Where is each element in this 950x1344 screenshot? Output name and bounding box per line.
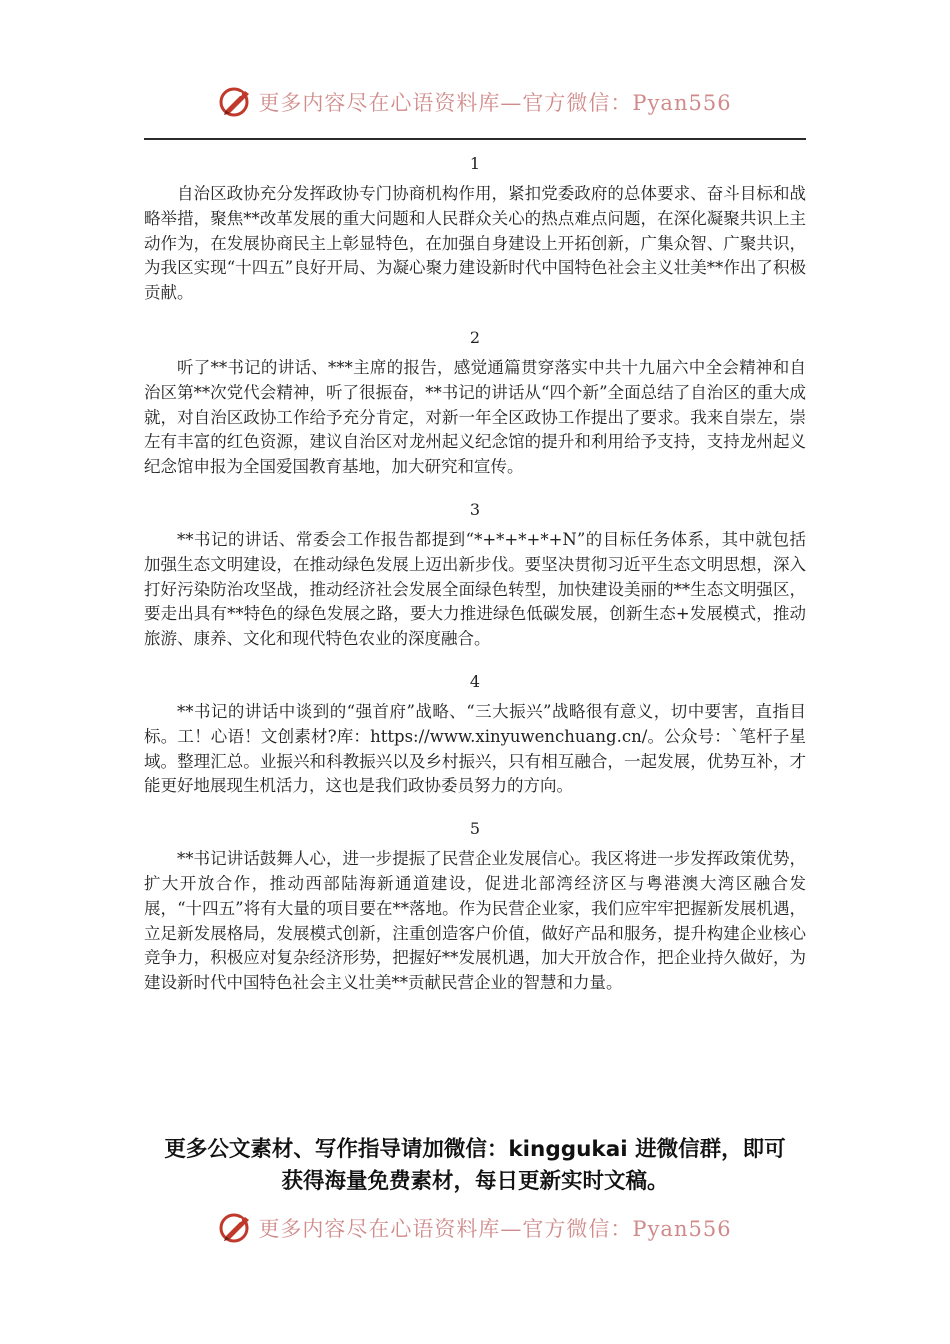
section-number: 2 bbox=[469, 327, 481, 347]
section-paragraph: 听了**书记的讲话、***主席的报告，感觉通篇贯穿落实中共十九届六中全会精神和自治区第**次党代会精神，听了很振奋，**书记的讲话从“四个新”全面总结了自治区的重大成就，对自治区政协工作给予充分肯定，对新一年全区政协工作提出了要求。我来自崇左，崇左有丰富的红色资源，建议自治区对龙州起义纪念馆的提升和利用给予支持，支持龙州起义纪念馆申报为全国爱国教育基地，加大研究和宣传。 bbox=[144, 357, 806, 477]
pen-logo-icon bbox=[218, 1210, 254, 1246]
promo-line-1: 更多公文素材、写作指导请加微信：kinggukai 进微信群，即可 bbox=[164, 1137, 786, 1162]
section-number: 3 bbox=[469, 499, 481, 519]
footer-banner-text: 更多内容尽在心语资料库—官方微信：Pyan556 bbox=[258, 1217, 732, 1241]
pen-logo-icon bbox=[218, 84, 254, 120]
section-paragraph: **书记的讲话中谈到的“强首府”战略、“三大振兴”战略很有意义，切中要害，直指目标。工！心语！文创素材?库：https://www.xinyuwenchuang.cn/。公众号：`笔杆子星域。整理汇总。业振兴和科教振兴以及乡村振兴，只有相互融合，一起发展，优势互补，才能更好地展现生机活力，这也是我们政协委员努力的方向。 bbox=[144, 701, 806, 796]
footer-banner bbox=[0, 1206, 950, 1250]
header-divider bbox=[144, 138, 806, 140]
promo-line-2: 获得海量免费素材，每日更新实时文稿。 bbox=[281, 1169, 669, 1194]
section-paragraph: 自治区政协充分发挥政协专门协商机构作用，紧扣党委政府的总体要求、奋斗目标和战略举措，聚焦**改革发展的重大问题和人民群众关心的热点难点问题，在深化凝聚共识上主动作为，在发展协商民主上彰显特色，在加强自身建设上开拓创新，广集众智、广聚共识，为我区实现“十四五”良好开局、为凝心聚力建设新时代中国特色社会主义壮美**作出了积极贡献。 bbox=[144, 184, 806, 303]
header-banner bbox=[0, 80, 950, 124]
section-paragraph: **书记的讲话、常委会工作报告都提到“*+*+*+*+N”的目标任务体系，其中就包括加强生态文明建设，在推动绿色发展上迈出新步伐。要坚决贯彻习近平生态文明思想，深入打好污染防治攻坚战，推动经济社会发展全面绿色转型，加快建设美丽的**生态文明强区，要走出具有**特色的绿色发展之路，要大力推进绿色低碳发展，创新生态+发展模式，推动旅游、康养、文化和现代特色农业的深度融合。 bbox=[144, 529, 806, 649]
document-body bbox=[144, 152, 806, 1014]
section-number: 5 bbox=[469, 819, 481, 839]
section-paragraph: **书记讲话鼓舞人心，进一步提振了民营企业发展信心。我区将进一步发挥政策优势，扩大开放合作，推动西部陆海新通道建设，促进北部湾经济区与粤港澳大湾区融合发展，“十四五”将有大量的项目要在**落地。作为民营企业家，我们应牢牢把握新发展机遇，立足新发展格局，发展模式创新，注重创造客户价值，做好产品和服务，提升构建企业核心竞争力，积极应对复杂经济形势，把握好**发展机遇，加大开放合作，把企业持久做好，为建设新时代中国特色社会主义壮美**贡献民营企业的智慧和力量。 bbox=[144, 849, 806, 993]
header-banner-text: 更多内容尽在心语资料库—官方微信：Pyan556 bbox=[258, 91, 732, 115]
section-number: 4 bbox=[469, 671, 481, 691]
section-number: 1 bbox=[469, 154, 481, 173]
promo-notice bbox=[144, 1134, 806, 1198]
